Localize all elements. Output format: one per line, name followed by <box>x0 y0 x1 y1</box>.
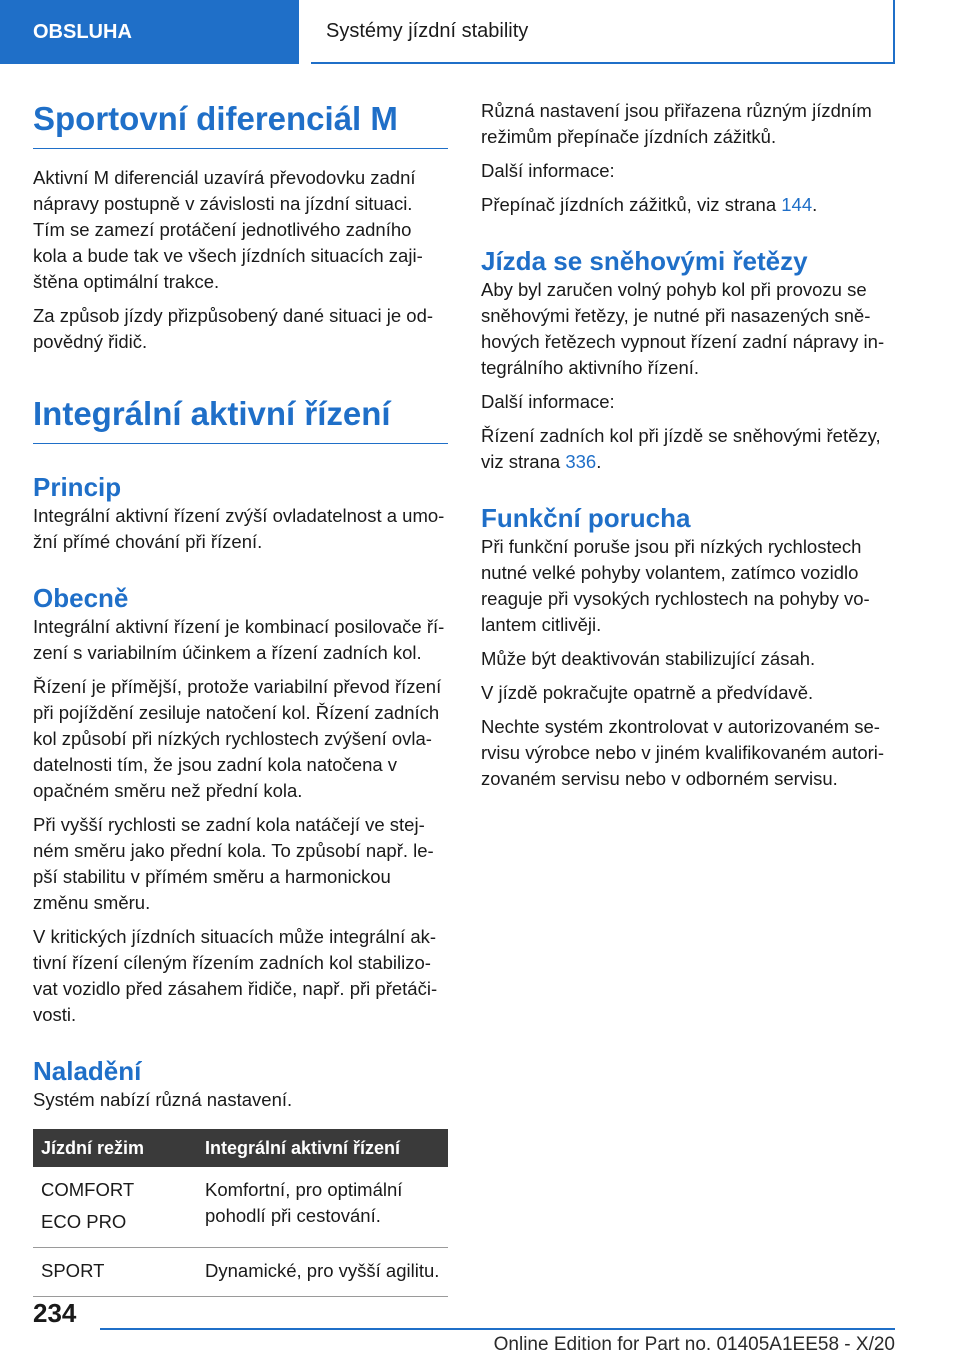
page-link-144[interactable]: 144 <box>781 194 813 215</box>
paragraph: Další informace: <box>481 160 615 181</box>
heading-malfunction: Funkční porucha <box>481 503 691 534</box>
mode-label: COMFORT <box>41 1179 135 1201</box>
paragraph: Systém nabízí různá nastavení. <box>33 1089 293 1111</box>
chapter-header <box>311 0 895 64</box>
paragraph: Nechte systém zkontrolovat v autorizovaném servisu výrobce nebo v jiném kvalifikovaném autorizovaném servisu nebo v odborném servisu. <box>481 716 885 790</box>
paragraph: Různá nastavení jsou přiřazena různým jízdním režimům přepínače jízdních zážitků. <box>481 100 872 147</box>
reference-end: . <box>812 194 818 215</box>
paragraph: Řízení je přímější, protože variabilní převod řízení při pojíždění zesiluje natočení kol. Řízení zadních kol způsobí při nízkých rychlostech zvýšení ovladatelnosti tím, že jsou zadní kola natočena v opačném směru než přední kola. <box>33 676 442 802</box>
paragraph: Při vyšší rychlosti se zadní kola natáčejí ve stejném směru jako přední kola. To způsobí např. lepší stabilitu v přímém směru a harmonickou změnu směru. <box>33 814 434 914</box>
page-link-336[interactable]: 336 <box>565 451 597 473</box>
table-cell-desc: Komfortní, pro optimální pohodlí při cestování. <box>197 1167 448 1248</box>
heading-snow-chains: Jízda se sněhovými řetězy <box>481 246 808 276</box>
reference-text: Řízení zadních kol při jízdě se sněhovými řetězy, viz strana <box>481 425 881 473</box>
left-column <box>33 100 448 1297</box>
page-number: 234 <box>33 1298 77 1328</box>
heading-naladeni: Naladění <box>33 1056 142 1087</box>
table-row <box>33 1167 448 1248</box>
paragraph-reference <box>481 423 895 475</box>
paragraph: V jízdě pokračujte opatrně a předvídavě. <box>481 682 814 704</box>
chapter-title: Systémy jízdní stability <box>326 19 529 42</box>
table-cell-mode <box>33 1248 197 1297</box>
paragraph: Za způsob jízdy přizpůsobený dané situaci je odpovědný řidič. <box>33 304 434 352</box>
table-header-row <box>33 1129 448 1167</box>
section-title: OBSLUHA <box>33 20 132 43</box>
heading-princip: Princip <box>33 471 122 502</box>
heading-obecne: Obecně <box>33 583 129 614</box>
right-column <box>481 98 895 792</box>
heading-sport-differential: Sportovní diferenciál M <box>33 100 448 149</box>
section-tab <box>0 0 299 64</box>
table-row <box>33 1248 448 1297</box>
column-header-mode: Jízdní režim <box>33 1129 197 1167</box>
table-cell-mode <box>33 1167 197 1248</box>
footer-divider <box>100 1328 895 1330</box>
column-header-steering: Integrální aktivní řízení <box>197 1129 448 1167</box>
paragraph: Aktivní M diferenciál uzavírá převodovku zadní nápravy postupně v závislosti na jízdní situaci. Tím se zamezí protáčení jednotlivého zadního kola a bude tak ve všech jízdních situacích zajištěna optimální trakce. <box>33 166 423 292</box>
paragraph: Další informace: <box>481 391 615 413</box>
paragraph: Integrální aktivní řízení zvýší ovladatelnost a umožní přímé chování při řízení. <box>33 505 445 553</box>
mode-label: SPORT <box>41 1260 105 1282</box>
reference-end: . <box>596 451 602 473</box>
paragraph-reference <box>481 192 895 218</box>
reference-text: Přepínač jízdních zážitků, viz strana <box>481 194 782 215</box>
mode-label: ECO PRO <box>41 1211 127 1233</box>
paragraph: Může být deaktivován stabilizující zásah. <box>481 648 816 670</box>
paragraph: V kritických jízdních situacích může integrální aktivní řízení cíleným řízením zadních kol stabilizovat vozidlo před zásahem řidiče, např. při přetáčivosti. <box>33 926 438 1026</box>
settings-table <box>33 1129 448 1297</box>
paragraph: Při funkční poruše jsou při nízkých rychlostech nutné velké pohyby volantem, zatímco vozidlo reaguje při vysokých rychlostech na pohyby volantem citlivěji. <box>481 536 870 636</box>
table-cell-desc: Dynamické, pro vyšší agilitu. <box>197 1248 448 1297</box>
paragraph: Integrální aktivní řízení je kombinací posilovače řízení s variabilním účinkem a řízení zadních kol. <box>33 616 445 664</box>
heading-integral-steering: Integrální aktivní řízení <box>33 395 448 444</box>
paragraph: Aby byl zaručen volný pohyb kol při provozu se sněhovými řetězy, je nutné při nasazených sněhových řetězech vypnout řízení zadní nápravy integrálního aktivního řízení. <box>481 279 885 379</box>
edition-info: Online Edition for Part no. 01405A1EE58 - X/20 <box>493 1334 895 1355</box>
